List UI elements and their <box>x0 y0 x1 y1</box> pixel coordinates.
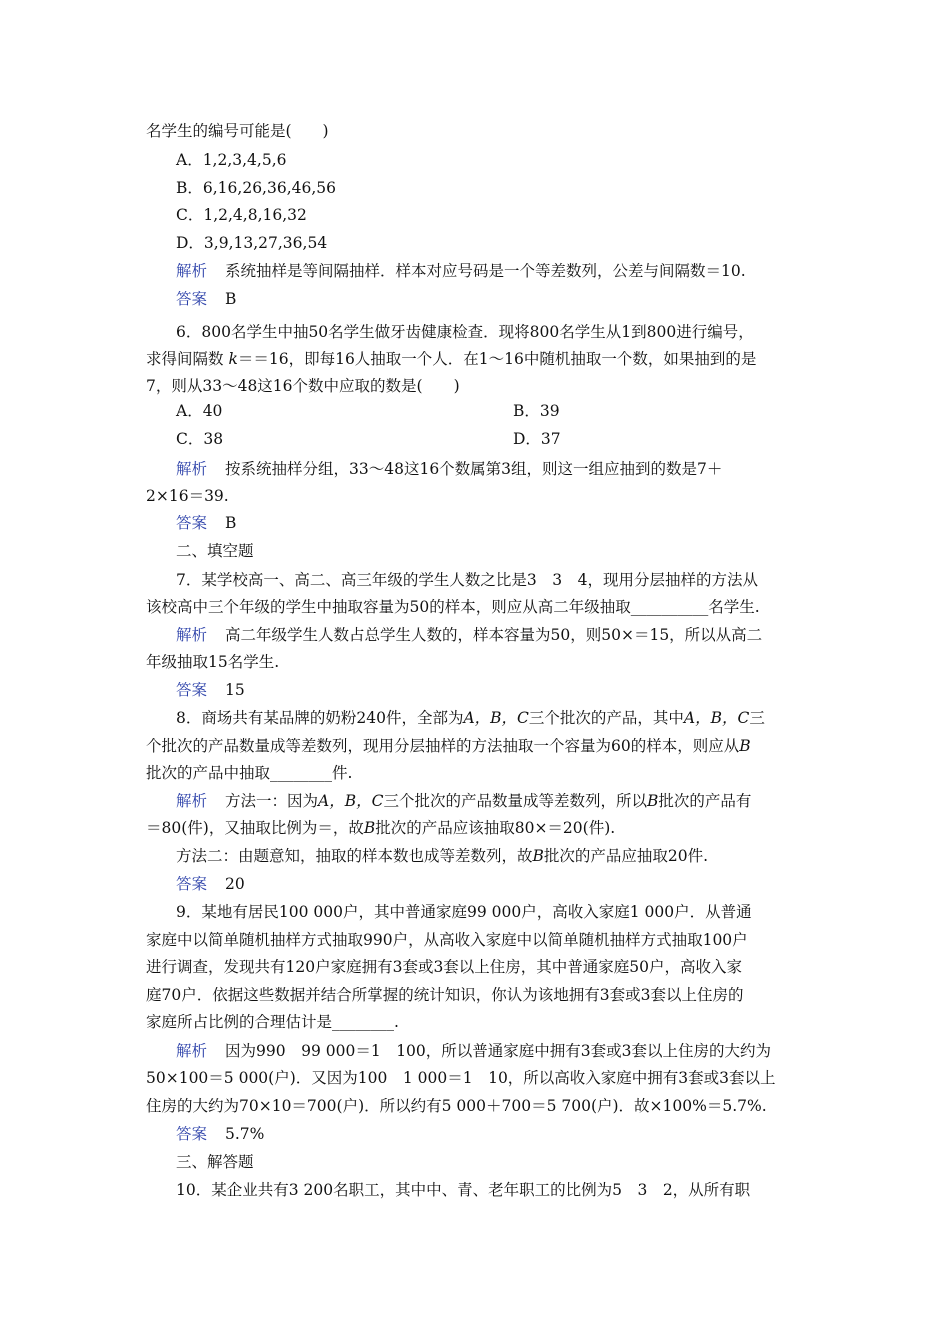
q7-stem-line-2: 该校高中三个年级的学生中抽取容量为50的样本，则应从高二年级抽取__________名学生. <box>146 598 760 616</box>
answer-label: 答案 <box>176 875 208 893</box>
q5-option-a: A．1,2,3,4,5,6 <box>176 151 287 169</box>
q7-analysis-line-2: 年级抽取15名学生. <box>146 653 280 671</box>
analysis-label: 解析 <box>176 792 208 810</box>
q6-option-a: A．40 <box>176 402 223 420</box>
q8-analysis-line-2: ＝80(件)，又抽取比例为＝，故B批次的产品应该抽取80×＝20(件). <box>146 819 616 837</box>
q9-stem-line-2: 家庭中以简单随机抽样方式抽取990户，从高收入家庭中以简单随机抽样方式抽取100户 <box>146 931 748 949</box>
analysis-label: 解析 <box>176 460 208 478</box>
q6-answer: 答案 B <box>176 514 237 532</box>
q9-stem-line-1: 9．某地有居民100 000户，其中普通家庭99 000户，高收入家庭1 000户．从普通 <box>176 903 752 921</box>
q6-option-b: B．39 <box>513 402 560 420</box>
q9-stem-line-5: 家庭所占比例的合理估计是________. <box>146 1013 399 1031</box>
section-heading-fill-in: 二、填空题 <box>176 542 254 560</box>
q6-option-d: D．37 <box>513 430 561 448</box>
var-k: k <box>228 350 238 368</box>
section-heading-solve: 三、解答题 <box>176 1153 254 1171</box>
q5-option-b: B．6,16,26,36,46,56 <box>176 179 337 197</box>
answer-label: 答案 <box>176 1125 208 1143</box>
q6-option-c: C．38 <box>176 430 224 448</box>
q5-analysis <box>176 261 746 281</box>
q5-option-d: D．3,9,13,27,36,54 <box>176 234 328 252</box>
q7-answer: 答案 15 <box>176 681 245 699</box>
q8-answer: 答案 20 <box>176 875 245 893</box>
q5-answer <box>176 289 236 309</box>
q10-stem-line-1: 10．某企业共有3 200名职工，其中中、青、老年职工的比例为5 3 2，从所有职 <box>176 1181 751 1199</box>
q8-stem-line-1: 8．商场共有某品牌的奶粉240件，全部为A，B，C三个批次的产品，其中A，B，C三 <box>176 709 765 727</box>
q9-analysis-line-3: 住房的大约为70×10＝700(户)．所以约有5 000＋700＝5 700(户)．故×100%＝5.7%. <box>146 1097 767 1115</box>
q7-stem-line-1: 7．某学校高一、高二、高三年级的学生人数之比是3 3 4，现用分层抽样的方法从 <box>176 571 758 589</box>
q9-answer: 答案 5.7% <box>176 1125 265 1143</box>
q8-stem-line-3: 批次的产品中抽取________件. <box>146 764 353 782</box>
q8-analysis-line-1: 解析 方法一：因为A，B，C三个批次的产品数量成等差数列，所以B批次的产品有 <box>176 792 752 810</box>
q5-stem-tail: 名学生的编号可能是( ) <box>146 122 329 140</box>
answer-text: B <box>225 290 237 308</box>
answer-label: 答案 <box>176 514 208 532</box>
analysis-text: 系统抽样是等间隔抽样．样本对应号码是一个等差数列，公差与间隔数＝10. <box>225 262 746 280</box>
q6-stem-line-1: 6．800名学生中抽50名学生做牙齿健康检查．现将800名学生从1到800进行编号， <box>176 323 754 341</box>
q6-stem-line-3: 7，则从33～48这16个数中应取的数是( ) <box>146 377 460 395</box>
q9-analysis-line-2: 50×100＝5 000(户)．又因为100 1 000＝1 10，所以高收入家庭中拥有3套或3套以上 <box>146 1069 776 1087</box>
q6-analysis-line-1: 解析 按系统抽样分组，33～48这16个数属第3组，则这一组应抽到的数是7＋ <box>176 460 723 478</box>
q7-analysis-line-1: 解析 高二年级学生人数占总学生人数的，样本容量为50，则50×＝15，所以从高二 <box>176 626 763 644</box>
q9-stem-line-3: 进行调查，发现共有120户家庭拥有3套或3套以上住房，其中普通家庭50户，高收入家 <box>146 958 743 976</box>
analysis-label: 解析 <box>176 1042 208 1060</box>
analysis-label: 解析 <box>176 626 208 644</box>
q5-option-c: C．1,2,4,8,16,32 <box>176 206 307 224</box>
q8-method-2: 方法二：由题意知，抽取的样本数也成等差数列，故B批次的产品应抽取20件. <box>176 847 709 865</box>
q9-stem-line-4: 庭70户．依据这些数据并结合所掌握的统计知识，你认为该地拥有3套或3套以上住房的 <box>146 986 744 1004</box>
q6-analysis-line-2: 2×16＝39. <box>146 487 229 505</box>
q9-analysis-line-1: 解析 因为990 99 000＝1 100，所以普通家庭中拥有3套或3套以上住房的大约为 <box>176 1042 772 1060</box>
answer-label: 答案 <box>176 681 208 699</box>
q6-stem-line-2: 求得间隔数 k＝＝16，即每16人抽取一个人．在1～16中随机抽取一个数，如果抽到的是 <box>146 350 757 368</box>
answer-label: 答案 <box>176 290 208 308</box>
q8-stem-line-2: 个批次的产品数量成等差数列，现用分层抽样的方法抽取一个容量为60的样本，则应从B <box>146 737 751 755</box>
analysis-label: 解析 <box>176 262 208 280</box>
